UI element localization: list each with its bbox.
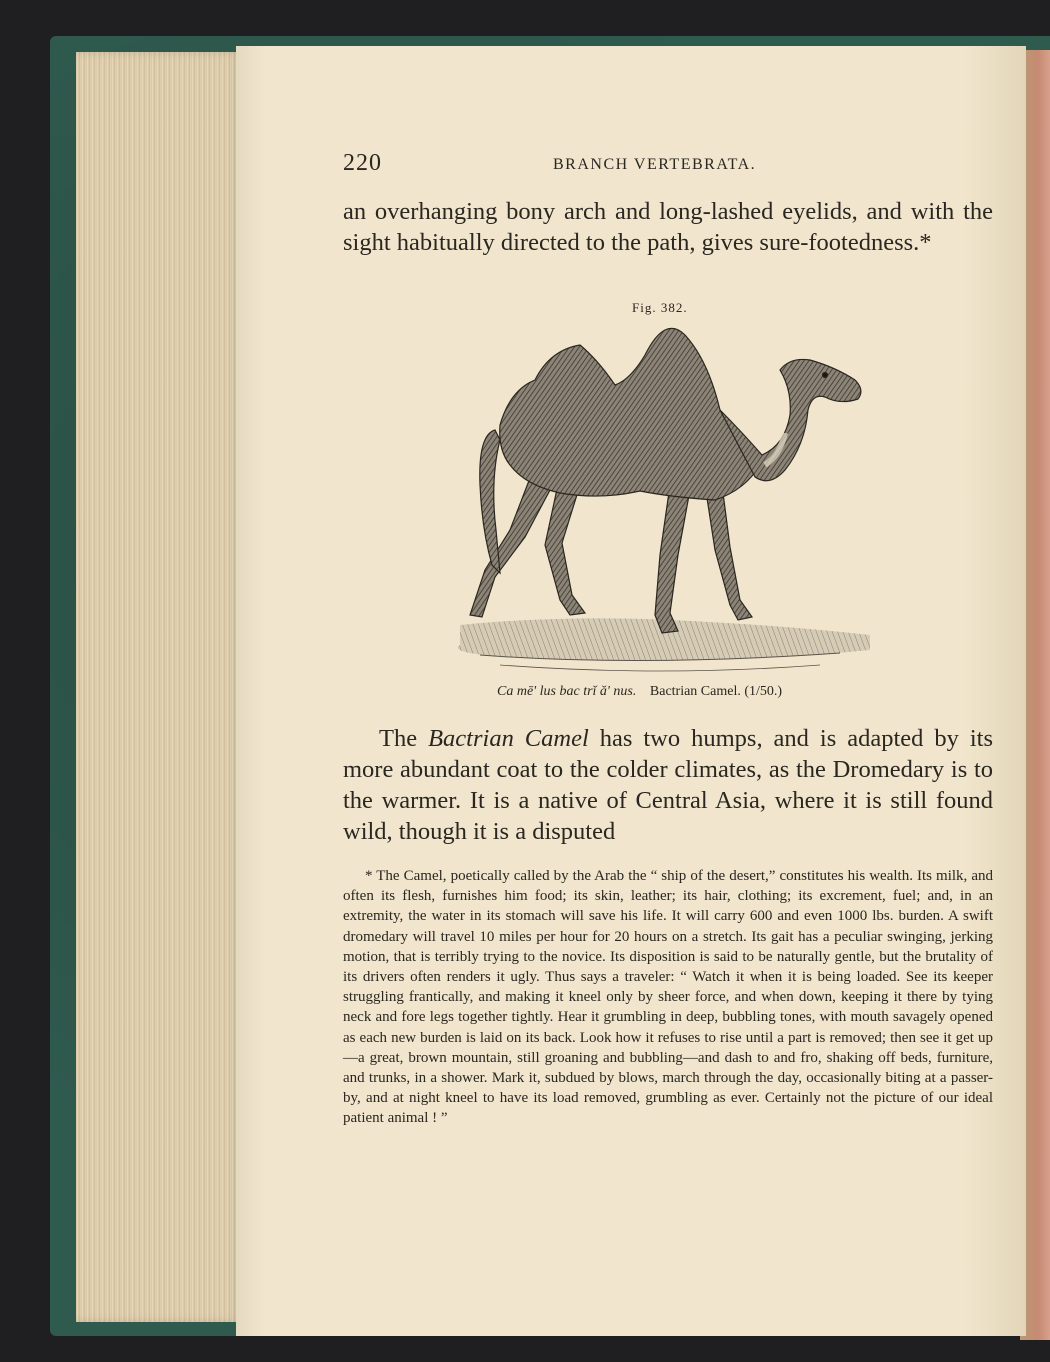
camel-illustration [440, 315, 890, 685]
paragraph-1: an overhanging bony arch and long-lashed eyelids, and with the sight habitually directed to the path, gives sure-footedness.* [343, 198, 993, 256]
paragraph-2-rest: has two humps, and is adapted by its more abundant coat to the colder climates, as the Dromedary is to the warmer. It is a native of Central Asia, where it is still found wild, though it is a disputed [343, 725, 993, 845]
caption-scientific-name: Ca mē' lus bac trĭ ă' nus. [497, 684, 637, 699]
running-title: BRANCH VERTEBRATA. [553, 156, 757, 173]
paragraph-2 [343, 723, 993, 847]
caption-common-name: Bactrian Camel. (1/50.) [649, 684, 783, 699]
page-header [343, 150, 993, 180]
figure-caption [497, 684, 782, 700]
camel-figure [470, 328, 861, 633]
figure-label: Fig. 382. [632, 300, 688, 315]
page-number: 220 [343, 150, 382, 176]
paragraph-2-lead: The [379, 725, 429, 752]
paragraph-2-italic: Bactrian Camel [428, 725, 589, 752]
footnote: * The Camel, poetically called by the Arab the “ ship of the desert,” constitutes his wealth. Its milk, and often its flesh, furnishes him food; its skin, leather; its hair, clothing; its excrement, fuel; and, in an extremity, the water in its stomach will save his life. It will carry 600 and even 1000 lbs. burden. A swift dromedary will travel 10 miles per hour for 20 hours on a stretch. Its gait has a peculiar swinging, jerking motion, that is terribly trying to the novice. Its disposition is said to be naturally gentle, but the brutality of its drivers often renders it ugly. Thus says a traveler: “ Watch it when it is being loaded. See its keeper struggling frantically, and making it kneel only by sheer force, and when down, keeping it there by tying neck and fore legs together tightly. Hear it grumbling in deep, bubbling tones, with mouth savagely opened as each new burden is laid on its back. Look how it refuses to rise until a part is removed; then see it get up —a great, brown mountain, still groaning and bubbling—and dash to and fro, shaking off beds, furniture, and trunks, in a shower. Mark it, subdued by blows, march through the day, occasionally biting at a passer-by, and at night kneel to have its load removed, grumbling as ever. Certainly not the picture of our ideal patient animal ! ” [343, 868, 993, 1127]
page-edges [76, 52, 242, 1322]
